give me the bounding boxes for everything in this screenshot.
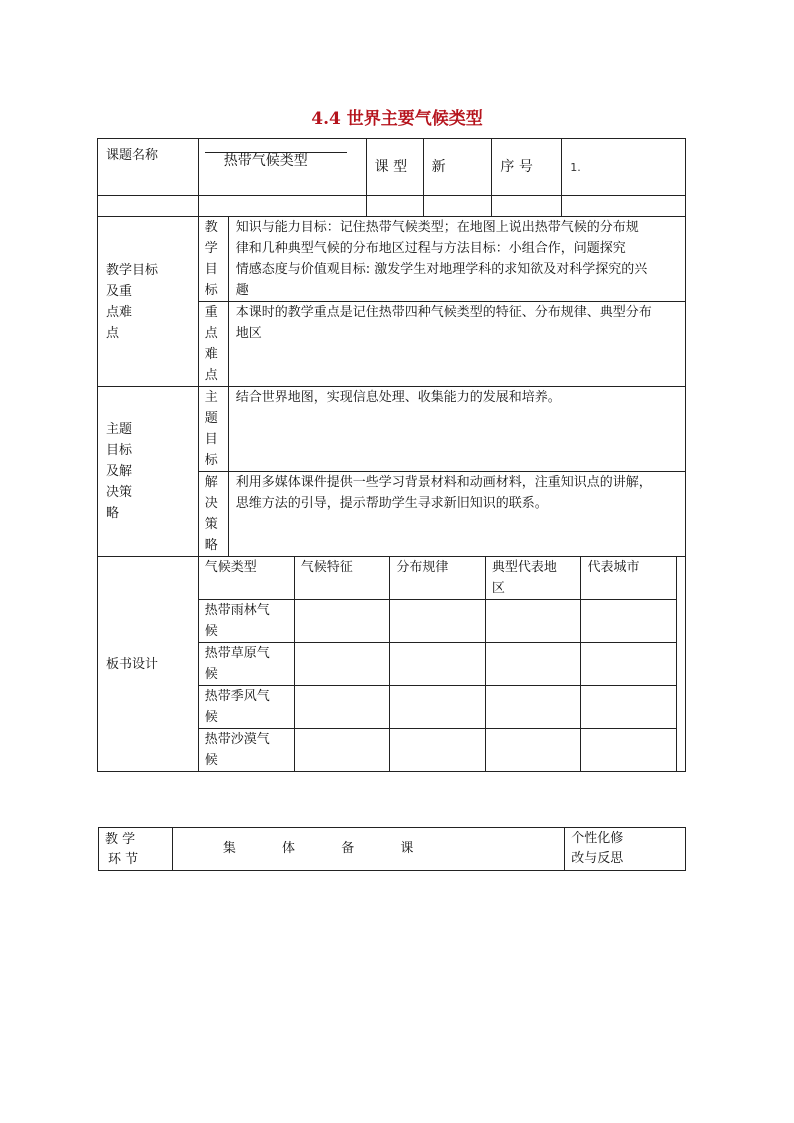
cell-line: 热带雨林气 xyxy=(204,603,270,618)
theme-goal-text: 结合世界地图，实现信息处理、收集能力的发展和培养。 xyxy=(228,387,685,472)
cell-line: 候 xyxy=(204,710,218,725)
board-header-row xyxy=(199,557,677,600)
empty-cell xyxy=(581,600,677,643)
text-line: 知识与能力目标：记住热带气候类型；在地图上说出热带气候的分布规 xyxy=(235,220,639,235)
cell-line: 热带沙漠气 xyxy=(204,732,270,747)
table-row xyxy=(199,600,677,643)
goals-label-line: 点 xyxy=(106,325,120,341)
empty-cell xyxy=(294,600,390,643)
header-line: 分布规律 xyxy=(396,560,449,575)
strategy-label-line: 及解 xyxy=(106,464,133,479)
teaching-goal-text xyxy=(228,217,685,302)
text-line: 律和几种典型气候的分布地区过程与方法目标：小组合作，问题探究 xyxy=(235,241,626,256)
footer-char: 备 xyxy=(341,841,355,856)
page-title: 4.4 世界主要气候类型 xyxy=(311,109,483,129)
lesson-plan-table xyxy=(97,138,686,772)
vertical-char: 重 xyxy=(204,305,218,320)
blank-cell xyxy=(423,196,492,217)
footer-char: 集 xyxy=(222,841,236,856)
climate-type-cell xyxy=(199,686,295,729)
board-header-cell xyxy=(294,557,390,600)
footer-line: 改与反思 xyxy=(571,851,624,866)
empty-cell xyxy=(390,729,486,772)
reflection-label xyxy=(565,828,686,871)
header-line: 气候特征 xyxy=(300,560,353,575)
course-type-label: 课 型 xyxy=(366,139,423,196)
empty-cell xyxy=(390,643,486,686)
course-name-value: 热带气候类型 xyxy=(223,153,308,169)
cell-line: 候 xyxy=(204,624,218,639)
vertical-char: 学 xyxy=(204,241,218,256)
cell-line: 候 xyxy=(204,667,218,682)
empty-cell xyxy=(294,643,390,686)
blank-cell xyxy=(198,196,366,217)
empty-cell xyxy=(294,729,390,772)
table-row xyxy=(199,643,677,686)
course-name-cell xyxy=(198,139,366,196)
vertical-char: 教 xyxy=(204,220,218,235)
solution-strategy-text xyxy=(228,472,685,557)
board-header-cell xyxy=(390,557,486,600)
empty-cell xyxy=(581,686,677,729)
vertical-char: 决 xyxy=(204,496,218,511)
empty-cell xyxy=(581,643,677,686)
goals-section-label xyxy=(98,217,199,387)
vertical-char: 主 xyxy=(204,390,218,405)
text-line: 本课时的教学重点是记住热带四种气候类型的特征、分布规律、典型分布 xyxy=(235,305,652,320)
teaching-goal-label xyxy=(198,217,228,302)
strategy-section-label xyxy=(98,387,199,557)
vertical-char: 目 xyxy=(204,262,218,277)
vertical-char: 难 xyxy=(204,347,218,362)
group-prep-label xyxy=(172,828,564,871)
empty-cell xyxy=(390,686,486,729)
teaching-step-label xyxy=(99,828,173,871)
board-header-cell xyxy=(485,557,581,600)
table-row xyxy=(199,729,677,772)
vertical-char: 解 xyxy=(204,475,218,490)
vertical-char: 点 xyxy=(204,368,218,383)
key-point-label xyxy=(198,302,228,387)
empty-cell xyxy=(581,729,677,772)
strategy-label-line: 目标 xyxy=(106,443,133,458)
climate-type-cell xyxy=(199,729,295,772)
strategy-label-line: 主题 xyxy=(106,422,133,437)
blank-cell xyxy=(562,196,686,217)
text-line: 思维方法的引导，提示帮助学生寻求新旧知识的联系。 xyxy=(235,496,548,511)
vertical-char: 题 xyxy=(204,411,218,426)
text-line: 利用多媒体课件提供一些学习背景材料和动画材料，注重知识点的讲解， xyxy=(235,475,652,490)
footer-char: 体 xyxy=(282,841,296,856)
cell-line: 候 xyxy=(204,753,218,768)
empty-cell xyxy=(485,729,581,772)
blank-cell xyxy=(492,196,562,217)
cell-line: 热带季风气 xyxy=(204,689,270,704)
strategy-label-line: 略 xyxy=(106,506,120,521)
goals-label-line: 教学目标 xyxy=(106,262,159,278)
goals-label-line: 点难 xyxy=(106,304,133,320)
cell-line: 热带草原气 xyxy=(204,646,270,661)
footer-table xyxy=(98,827,686,871)
solution-strategy-label xyxy=(198,472,228,557)
theme-goal-label xyxy=(198,387,228,472)
header-line: 区 xyxy=(491,581,505,596)
vertical-char: 目 xyxy=(204,432,218,447)
board-header-cell xyxy=(199,557,295,600)
blank-cell xyxy=(98,196,199,217)
vertical-char: 略 xyxy=(204,538,218,553)
sequence-value: 1. xyxy=(562,139,686,196)
board-design-table xyxy=(199,557,677,771)
header-line: 代表城市 xyxy=(587,560,640,575)
climate-type-cell xyxy=(199,643,295,686)
text-line: 趣 xyxy=(235,283,249,298)
sequence-label: 序 号 xyxy=(492,139,562,196)
empty-cell xyxy=(294,686,390,729)
text-line: 地区 xyxy=(235,326,262,341)
goals-label-line: 及重 xyxy=(106,283,133,299)
empty-cell xyxy=(485,643,581,686)
vertical-char: 标 xyxy=(204,453,218,468)
empty-cell xyxy=(390,600,486,643)
empty-cell xyxy=(485,600,581,643)
footer-line: 教 学 xyxy=(105,832,136,847)
board-design-cell xyxy=(198,557,685,772)
strategy-label-line: 决策 xyxy=(106,485,133,500)
vertical-char: 标 xyxy=(204,283,218,298)
footer-char: 课 xyxy=(400,841,414,856)
course-name-label: 课题名称 xyxy=(98,139,199,196)
blank-cell xyxy=(366,196,423,217)
board-header-cell xyxy=(581,557,677,600)
table-row xyxy=(199,686,677,729)
key-point-text xyxy=(228,302,685,387)
footer-line: 环 节 xyxy=(108,852,139,867)
board-design-label: 板书设计 xyxy=(98,557,199,772)
vertical-char: 策 xyxy=(204,517,218,532)
header-line: 典型代表地 xyxy=(491,560,557,575)
empty-cell xyxy=(485,686,581,729)
vertical-char: 点 xyxy=(204,326,218,341)
text-line: 情感态度与价值观目标: 激发学生对地理学科的求知欲及对科学探究的兴 xyxy=(235,262,648,277)
header-line: 气候类型 xyxy=(204,560,257,575)
climate-type-cell xyxy=(199,600,295,643)
course-type-value: 新 xyxy=(423,139,492,196)
footer-line: 个性化修 xyxy=(571,831,624,846)
